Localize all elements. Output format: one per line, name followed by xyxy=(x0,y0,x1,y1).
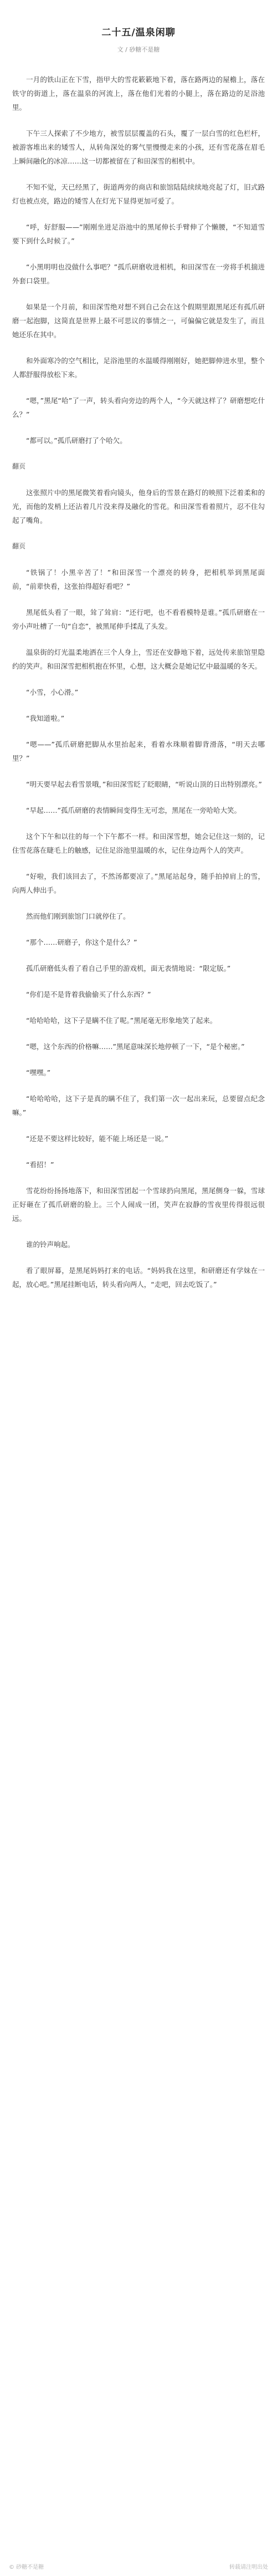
paragraph: “铁锅了！小黑辛苦了！”和田深雪一个漂亮的转身，把相机举到黑尾面前，“前辈快看，这张拍得超好看吧？” xyxy=(12,568,265,590)
paragraph: “嗯，”黑尾“哈”了一声，转头看向旁边的两个人，“今天就这样了？研磨想吃什么？” xyxy=(12,396,265,419)
footer-left-text: © 砂糖不是糖 xyxy=(9,2564,44,2570)
paragraph: “都可以。”孤爪研磨打了个哈欠。 xyxy=(26,436,127,445)
paragraph: 这个下午和以往的每一个下午都不一样。和田深雪想，她会记住这一刻的，记住雪花落在睫毛上的触感，记住足浴池里温暖的水，记住身边两个人的笑声。 xyxy=(12,832,265,854)
paragraph: “哈哈哈哈，这下子是真的瞒不住了，我们第一次一起出来玩，总要留点纪念嘛。” xyxy=(12,1094,265,1117)
paragraph: 这张照片中的黑尾微笑着看向镜头，他身后的雪景在路灯的映照下泛着柔和的光，而他的发梢上还沾着几片没来得及融化的雪花。和田深雪看着照片，忍不住勾起了嘴角。 xyxy=(12,488,265,525)
paragraph: 一月的铁山正在下雪，指甲大的雪花簌簌地下着，落在路两边的屋檐上，落在铁守的街道上，落在温泉的河流上，落在他们光着的小腿上，落在路边的足浴池里。 xyxy=(12,75,265,111)
chapter-content xyxy=(12,73,265,1291)
paragraph: “嘿嘿。” xyxy=(26,1068,51,1077)
paragraph: “嗯，这个东西的价格嘛……”黑尾意味深长地停顿了一下，“是个秘密。” xyxy=(26,1042,245,1051)
paragraph: 黑尾低头看了一眼，耸了耸肩：“还行吧，也不看看模特是谁。”孤爪研磨在一旁小声吐槽了一句“自恋”，被黑尾伸手揉乱了头发。 xyxy=(12,608,265,630)
paragraph: “呼，好舒服——”刚刚坐进足浴池中的黑尾伸长手臂伸了个懒腰，“不知道雪要下到什么时候了。” xyxy=(12,223,265,245)
paragraph: “小雪，小心滑。” xyxy=(26,688,79,696)
paragraph: 雪花纷纷扬扬地落下，和田深雪团起一个雪球扔向黑尾，黑尾侧身一躲，雪球正好砸在了孤爪研磨的脸上。三个人闹成一团，笑声在寂静的雪夜里传得很远很远。 xyxy=(12,1187,265,1223)
paragraph: 下午三人探索了不少地方，被雪层层覆盖的石头，覆了一层白雪的红色栏杆，被游客堆出来的矮雪人，从转角深处的雾气里慢慢走来的小孩，还有雪花落在眉毛上瞬间融化的冰凉……这一切都被留在了和田深雪的相机中。 xyxy=(12,129,265,165)
author-line: 文 / 砂糖不是糖 xyxy=(117,46,160,53)
paragraph: “看招！” xyxy=(26,1160,54,1169)
paragraph: “早起……”孤爪研磨的表情瞬间变得生无可恋，黑尾在一旁哈哈大笑。 xyxy=(26,806,241,814)
chapter-title: 二十五/温泉闲聊 xyxy=(101,27,176,38)
paragraph: “我知道啦。” xyxy=(26,714,65,722)
paragraph: “你们是不是背着我偷偷买了什么东西？” xyxy=(26,990,151,999)
paragraph: “那个……研磨子，你这个是什么？” xyxy=(26,938,137,946)
paragraph: “还是不要这样比较好，能不能上场还是一说。” xyxy=(26,1134,168,1143)
page-turn-marker: 翻页 xyxy=(12,462,26,470)
paragraph: 不知不觉，天已经黑了，街道两旁的商店和旅馆陆陆续续地亮起了灯，旧式路灯也被点亮，路边的矮雪人在灯光下显得更加可爱了。 xyxy=(12,183,265,205)
paragraph: “哈哈哈哈，这下子是瞒不住了呢。”黑尾毫无形象地笑了起来。 xyxy=(26,1016,217,1025)
paragraph: 看了眼屏幕，是黑尾妈妈打来的电话。“妈妈我在这里，和研磨还有学妹在一起，放心吧。”黑尾挂断电话，转头看向两人，“走吧，回去吃饭了。” xyxy=(12,1266,265,1289)
footer-right-text: 转载请注明出处 xyxy=(229,2564,268,2570)
paragraph: 和外面寒冷的空气相比，足浴池里的水温暖得刚刚好，她把脚伸进水里，整个人都舒服得放松下来。 xyxy=(12,357,265,379)
paragraph: “小黑明明也没做什么事吧？”孤爪研磨收进相机，和田深雪在一旁将手机揣进外套口袋里。 xyxy=(12,263,265,285)
page-footer xyxy=(0,2562,277,2570)
paragraph: 孤爪研磨低头看了看自己手里的游戏机，面无表情地说：“限定版。” xyxy=(26,964,231,973)
paragraph: 谁的铃声响起。 xyxy=(26,1240,75,1249)
page-turn-marker: 翻页 xyxy=(12,542,26,550)
paragraph: “明天要早起去看雪景哦，”和田深雪眨了眨眼睛，“听说山顶的日出特别漂亮。” xyxy=(26,780,262,788)
paragraph: 然而他们刚到旅馆门口就停住了。 xyxy=(26,912,130,920)
paragraph: 如果是一个月前，和田深雪绝对想不到自己会在这个假期里跟黑尾还有孤爪研磨一起泡脚，这简直是世界上最不可思议的事情之一，可偏偏它就是发生了，而且她还乐在其中。 xyxy=(12,303,265,339)
paragraph: 温泉街的灯光温柔地洒在三个人身上，雪还在安静地下着，远处传来旅馆里隐约的笑声。和田深雪把相机抱在怀里，心想，这大概会是她记忆中最温暖的冬天。 xyxy=(12,648,265,670)
paragraph: “好啦，我们该回去了，不然汤都要凉了。”黑尾站起身，随手拍掉肩上的雪，向两人伸出手。 xyxy=(12,872,265,894)
paragraph: “嗯——”孤爪研磨把脚从水里抬起来，看着水珠顺着脚背滑落，“明天去哪里？” xyxy=(12,740,265,762)
